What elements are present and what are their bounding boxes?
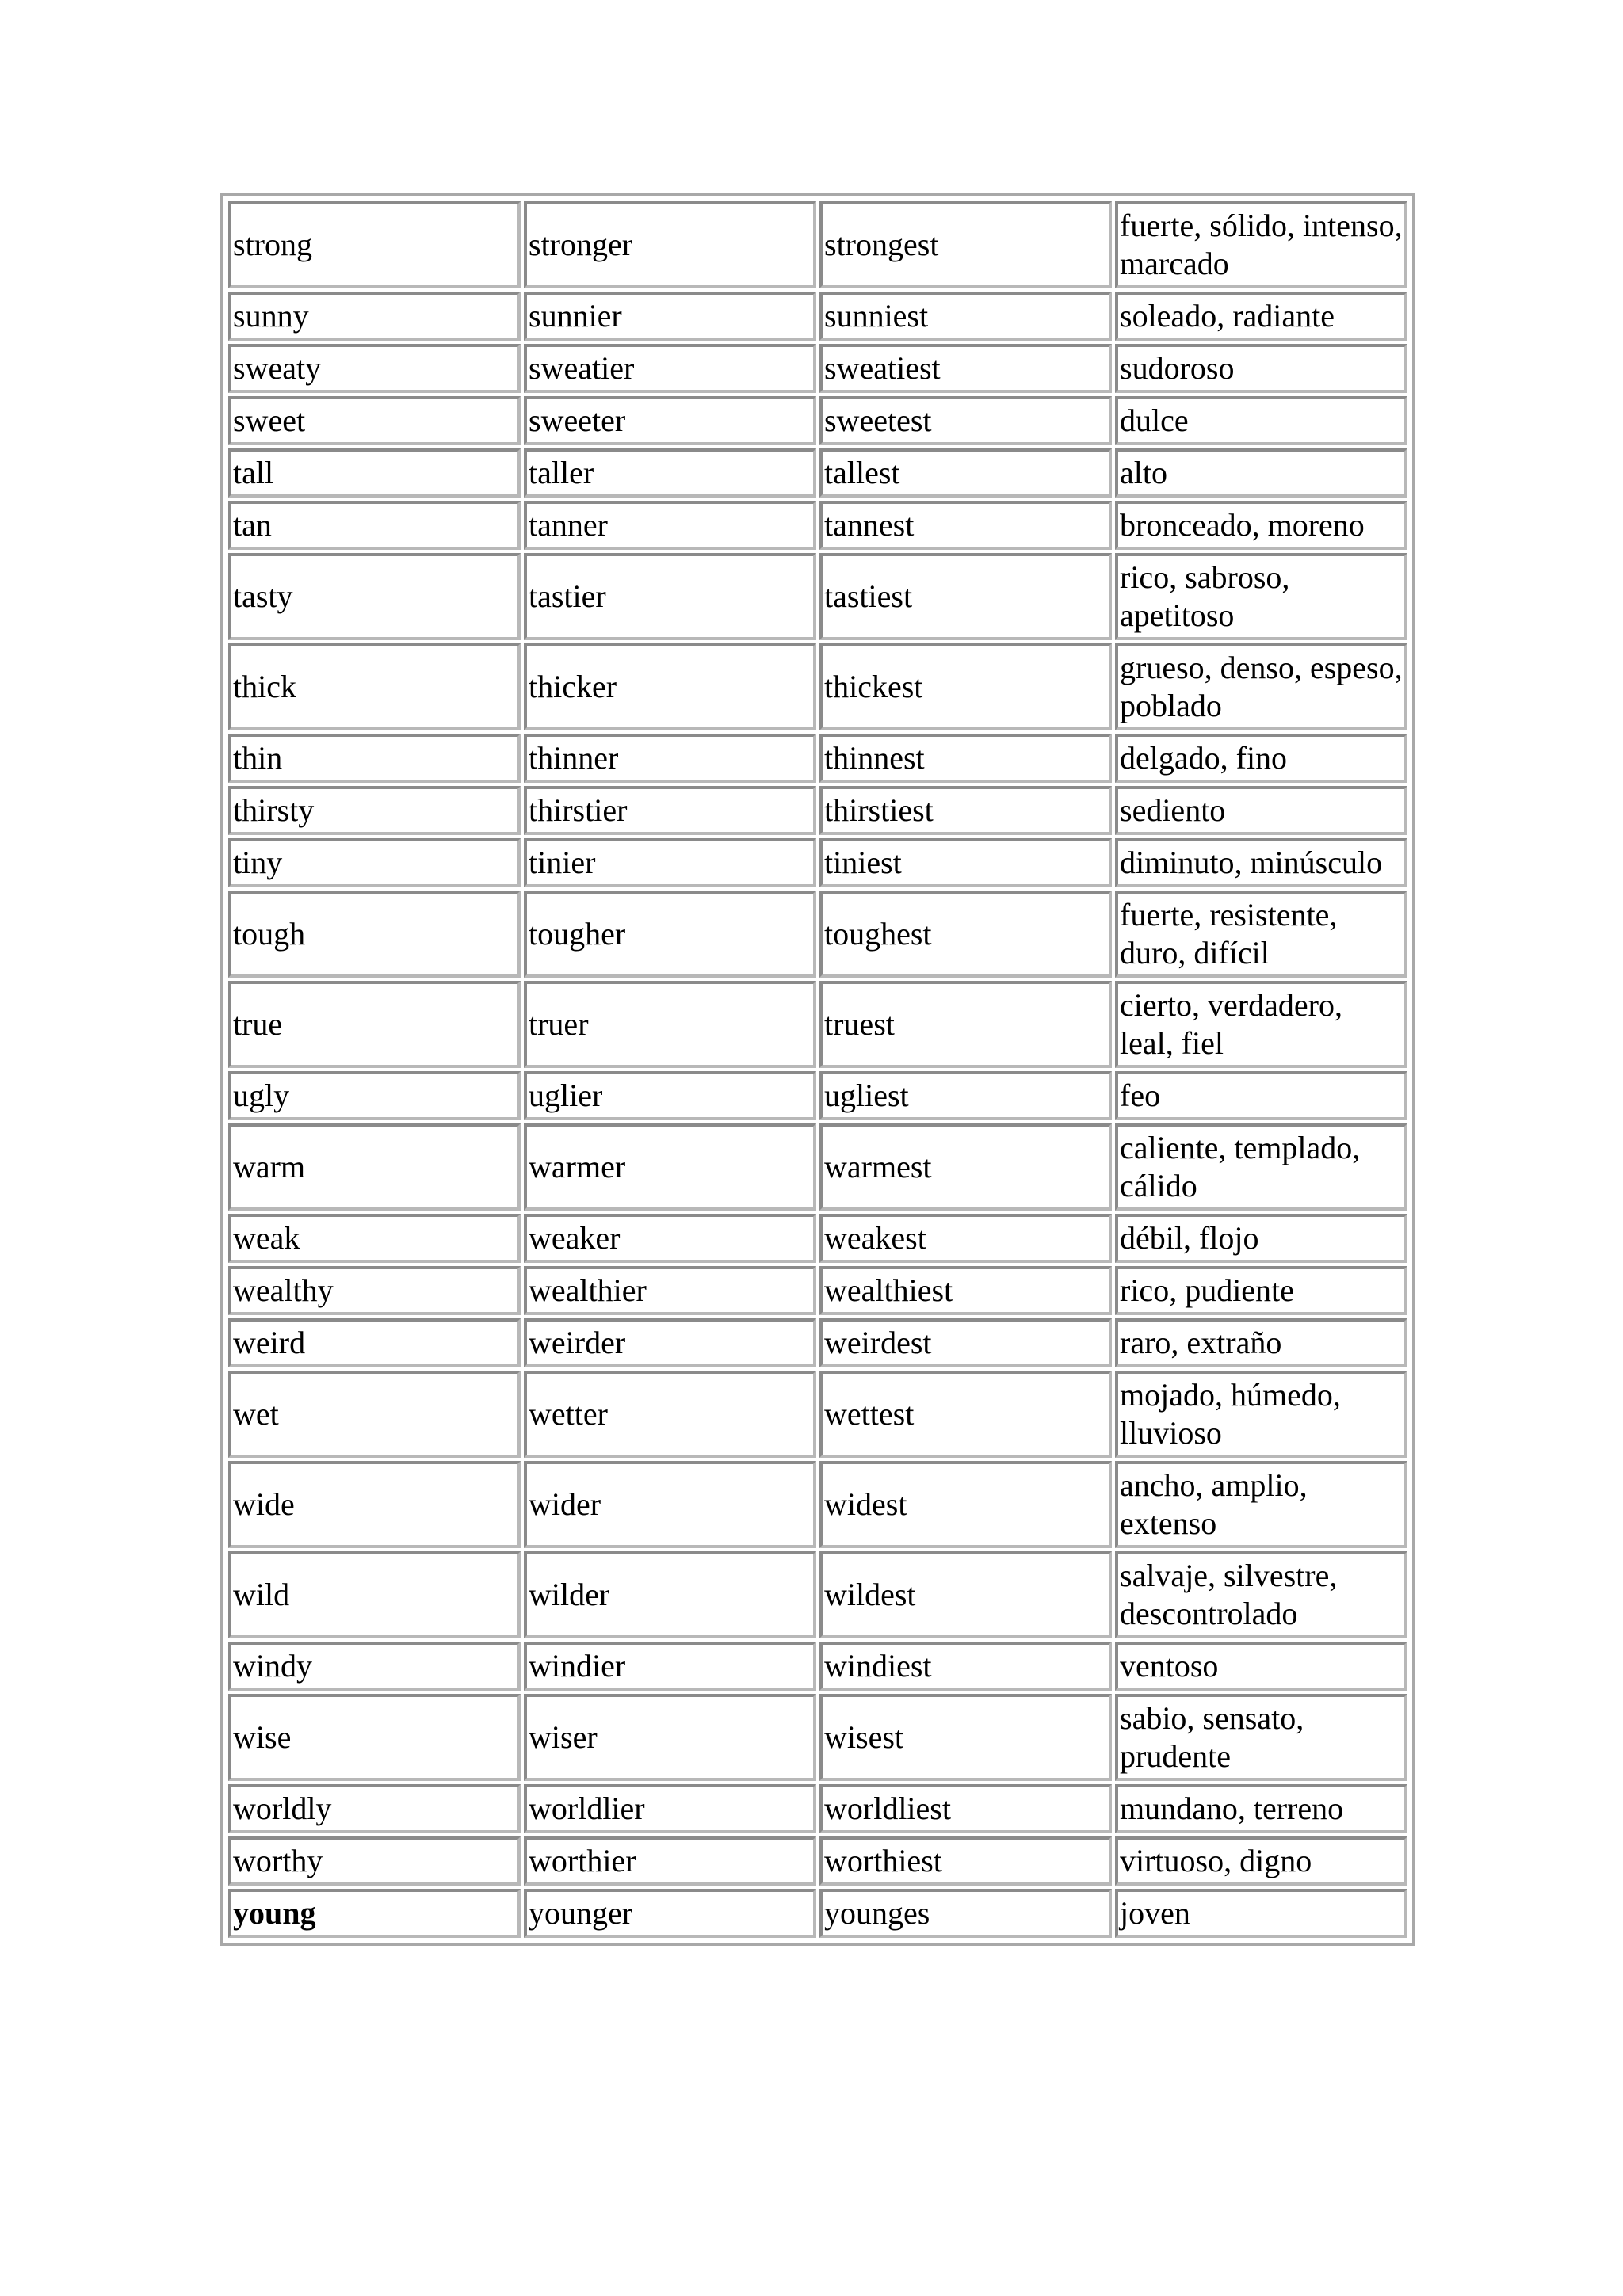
cell-base: strong: [228, 201, 521, 288]
cell-translation: mojado, húmedo, lluvioso: [1115, 1371, 1407, 1458]
cell-superlative: weirdest: [819, 1318, 1112, 1367]
cell-comparative: thicker: [524, 643, 816, 730]
cell-base: tall: [228, 448, 521, 498]
table-row: [228, 734, 1407, 783]
cell-comparative: wilder: [524, 1551, 816, 1638]
cell-base: windy: [228, 1642, 521, 1691]
table-row: [228, 1784, 1407, 1833]
cell-base: sweaty: [228, 344, 521, 393]
cell-base: wet: [228, 1371, 521, 1458]
cell-translation: raro, extraño: [1115, 1318, 1407, 1367]
cell-comparative: weirder: [524, 1318, 816, 1367]
cell-translation: salvaje, silvestre, descontrolado: [1115, 1551, 1407, 1638]
cell-translation: ventoso: [1115, 1642, 1407, 1691]
cell-base: worldly: [228, 1784, 521, 1833]
cell-superlative: sweatiest: [819, 344, 1112, 393]
cell-superlative: truest: [819, 981, 1112, 1068]
table-row: [228, 396, 1407, 445]
cell-comparative: wiser: [524, 1694, 816, 1781]
table-row: [228, 1371, 1407, 1458]
table-row: [228, 1642, 1407, 1691]
cell-comparative: thinner: [524, 734, 816, 783]
table-row: [228, 201, 1407, 288]
table-row: [228, 1461, 1407, 1548]
cell-translation: grueso, denso, espeso, poblado: [1115, 643, 1407, 730]
table-row: [228, 1071, 1407, 1120]
cell-base: tiny: [228, 838, 521, 887]
cell-translation: ancho, amplio, extenso: [1115, 1461, 1407, 1548]
cell-translation: débil, flojo: [1115, 1214, 1407, 1263]
cell-comparative: tougher: [524, 891, 816, 978]
cell-translation: fuerte, resistente, duro, difícil: [1115, 891, 1407, 978]
cell-superlative: thickest: [819, 643, 1112, 730]
cell-superlative: tannest: [819, 501, 1112, 550]
table-body: [228, 201, 1407, 1938]
cell-base: wide: [228, 1461, 521, 1548]
cell-base: warm: [228, 1123, 521, 1211]
cell-superlative: thinnest: [819, 734, 1112, 783]
cell-base: ugly: [228, 1071, 521, 1120]
cell-translation: rico, pudiente: [1115, 1266, 1407, 1315]
cell-comparative: uglier: [524, 1071, 816, 1120]
cell-translation: alto: [1115, 448, 1407, 498]
cell-translation: cierto, verdadero, leal, fiel: [1115, 981, 1407, 1068]
cell-comparative: sweatier: [524, 344, 816, 393]
cell-superlative: wealthiest: [819, 1266, 1112, 1315]
cell-base: tasty: [228, 553, 521, 640]
table-row: [228, 981, 1407, 1068]
cell-comparative: sweeter: [524, 396, 816, 445]
table-row: [228, 1889, 1407, 1938]
cell-superlative: wisest: [819, 1694, 1112, 1781]
cell-superlative: strongest: [819, 201, 1112, 288]
cell-superlative: widest: [819, 1461, 1112, 1548]
cell-superlative: tiniest: [819, 838, 1112, 887]
table-row: [228, 1123, 1407, 1211]
cell-translation: fuerte, sólido, intenso, marcado: [1115, 201, 1407, 288]
table-row: [228, 1836, 1407, 1886]
cell-translation: dulce: [1115, 396, 1407, 445]
cell-superlative: warmest: [819, 1123, 1112, 1211]
cell-translation: feo: [1115, 1071, 1407, 1120]
table-row: [228, 1694, 1407, 1781]
cell-translation: bronceado, moreno: [1115, 501, 1407, 550]
cell-superlative: younges: [819, 1889, 1112, 1938]
cell-comparative: tinier: [524, 838, 816, 887]
cell-translation: rico, sabroso, apetitoso: [1115, 553, 1407, 640]
cell-translation: caliente, templado, cálido: [1115, 1123, 1407, 1211]
cell-base: wise: [228, 1694, 521, 1781]
cell-base: wealthy: [228, 1266, 521, 1315]
table-row: [228, 292, 1407, 341]
adjective-table: [225, 198, 1411, 1941]
cell-comparative: windier: [524, 1642, 816, 1691]
cell-base: young: [228, 1889, 521, 1938]
cell-comparative: warmer: [524, 1123, 816, 1211]
cell-superlative: sunniest: [819, 292, 1112, 341]
cell-translation: joven: [1115, 1889, 1407, 1938]
cell-base: sunny: [228, 292, 521, 341]
cell-base: worthy: [228, 1836, 521, 1886]
cell-translation: mundano, terreno: [1115, 1784, 1407, 1833]
cell-translation: diminuto, minúsculo: [1115, 838, 1407, 887]
cell-base: wild: [228, 1551, 521, 1638]
cell-comparative: taller: [524, 448, 816, 498]
table-row: [228, 448, 1407, 498]
table-row: [228, 1551, 1407, 1638]
cell-superlative: tastiest: [819, 553, 1112, 640]
cell-base: tough: [228, 891, 521, 978]
cell-comparative: weaker: [524, 1214, 816, 1263]
cell-comparative: sunnier: [524, 292, 816, 341]
cell-base: thin: [228, 734, 521, 783]
cell-base: thick: [228, 643, 521, 730]
table-row: [228, 891, 1407, 978]
cell-comparative: wider: [524, 1461, 816, 1548]
adjective-table-frame: [220, 193, 1415, 1946]
cell-superlative: thirstiest: [819, 786, 1112, 835]
cell-comparative: stronger: [524, 201, 816, 288]
cell-base: weird: [228, 1318, 521, 1367]
cell-superlative: windiest: [819, 1642, 1112, 1691]
cell-superlative: wettest: [819, 1371, 1112, 1458]
cell-comparative: younger: [524, 1889, 816, 1938]
cell-translation: sediento: [1115, 786, 1407, 835]
cell-translation: delgado, fino: [1115, 734, 1407, 783]
cell-base: true: [228, 981, 521, 1068]
cell-translation: virtuoso, digno: [1115, 1836, 1407, 1886]
cell-superlative: worldliest: [819, 1784, 1112, 1833]
cell-comparative: truer: [524, 981, 816, 1068]
cell-superlative: wildest: [819, 1551, 1112, 1638]
cell-comparative: wealthier: [524, 1266, 816, 1315]
cell-comparative: wetter: [524, 1371, 816, 1458]
cell-translation: soleado, radiante: [1115, 292, 1407, 341]
table-row: [228, 786, 1407, 835]
cell-translation: sabio, sensato, prudente: [1115, 1694, 1407, 1781]
table-row: [228, 1214, 1407, 1263]
table-row: [228, 1266, 1407, 1315]
cell-comparative: tastier: [524, 553, 816, 640]
table-row: [228, 643, 1407, 730]
cell-base: sweet: [228, 396, 521, 445]
cell-base: thirsty: [228, 786, 521, 835]
cell-superlative: tallest: [819, 448, 1112, 498]
cell-superlative: ugliest: [819, 1071, 1112, 1120]
cell-superlative: weakest: [819, 1214, 1112, 1263]
cell-translation: sudoroso: [1115, 344, 1407, 393]
table-row: [228, 838, 1407, 887]
table-row: [228, 1318, 1407, 1367]
cell-base: weak: [228, 1214, 521, 1263]
cell-superlative: toughest: [819, 891, 1112, 978]
table-row: [228, 501, 1407, 550]
cell-superlative: sweetest: [819, 396, 1112, 445]
cell-superlative: worthiest: [819, 1836, 1112, 1886]
cell-comparative: thirstier: [524, 786, 816, 835]
table-row: [228, 344, 1407, 393]
cell-comparative: worldlier: [524, 1784, 816, 1833]
cell-comparative: worthier: [524, 1836, 816, 1886]
cell-base: tan: [228, 501, 521, 550]
cell-comparative: tanner: [524, 501, 816, 550]
table-row: [228, 553, 1407, 640]
